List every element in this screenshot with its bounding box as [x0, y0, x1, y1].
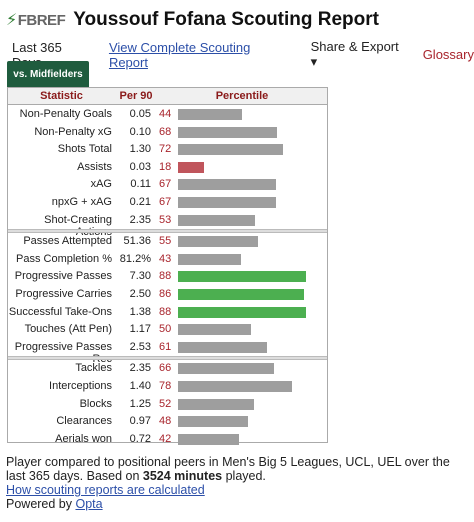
percentile-bar	[178, 144, 283, 155]
per90-value: 0.05	[129, 108, 151, 120]
percentile-value: 43	[159, 252, 172, 265]
percentile-bar	[178, 289, 304, 300]
stat-name: Assists	[77, 160, 112, 173]
percentile-bar	[178, 109, 242, 120]
comparison-text-end: played.	[222, 469, 266, 483]
stat-name: Touches (Att Pen)	[24, 323, 112, 336]
scouting-table	[7, 87, 328, 443]
percentile-value: 18	[159, 160, 172, 173]
page-header	[6, 8, 379, 32]
stat-name: Successful Take-Ons	[8, 305, 112, 318]
percentile-bar	[178, 162, 204, 173]
per90-value: 2.35	[129, 362, 151, 375]
percentile-value: 61	[159, 340, 172, 353]
table-row	[8, 413, 327, 431]
table-row	[8, 194, 327, 212]
table-header	[8, 88, 327, 105]
percentile-bar	[178, 254, 241, 265]
percentile-value: 55	[159, 235, 172, 248]
powered-by-row	[6, 497, 466, 511]
stat-name: Shot-Creating	[44, 213, 112, 226]
comparison-note	[6, 455, 466, 483]
percentile-bar	[178, 381, 292, 392]
period-label: Last 365	[12, 39, 62, 55]
table-row	[8, 396, 327, 414]
per90-value: 0.11	[130, 178, 151, 191]
table-row	[8, 141, 327, 159]
percentile-value: 78	[159, 380, 172, 392]
powered-by-label: Powered by	[6, 497, 76, 511]
glossary-link[interactable]: Glossary	[422, 47, 474, 62]
percentile-bar	[178, 399, 254, 410]
stat-name: Passes Attempted	[23, 235, 112, 248]
percentile-bar	[178, 434, 239, 445]
per90-value: 81.2%	[119, 252, 151, 265]
percentile-value: 66	[159, 362, 172, 375]
how-calculated-link[interactable]: How scouting reports are calculated	[6, 483, 205, 497]
stat-name: Non-Penalty Goals	[19, 108, 112, 120]
table-row	[8, 106, 327, 124]
percentile-value: 68	[159, 125, 172, 138]
percentile-value: 44	[159, 108, 172, 120]
stat-name: Progressive Passes	[14, 270, 112, 283]
table-row	[8, 321, 327, 339]
comparison-text: Player compared to positional peers in Men's Big 5 Leagues, UCL, UEL over the last 365 days. Based on	[6, 455, 450, 483]
percentile-bar	[178, 179, 276, 190]
percentile-bar	[178, 236, 258, 247]
table-row	[8, 339, 327, 357]
stat-name: Shots Total	[57, 143, 112, 156]
per90-value: 2.50	[129, 288, 151, 300]
table-row	[8, 159, 327, 177]
column-header-per90[interactable]: Per 90	[119, 90, 153, 102]
percentile-value: 53	[159, 213, 172, 226]
table-row	[8, 360, 327, 378]
table-row	[8, 378, 327, 396]
per90-value: 1.25	[129, 397, 151, 410]
percentile-value: 88	[159, 270, 172, 283]
table-row	[8, 304, 327, 322]
lightning-icon: ⚡	[6, 12, 17, 29]
percentile-value: 52	[159, 397, 172, 410]
table-row	[8, 233, 327, 251]
percentile-bar	[178, 307, 306, 318]
percentile-bar	[178, 416, 248, 427]
percentile-bar	[178, 342, 267, 353]
percentile-bar	[178, 197, 276, 208]
share-export-menu[interactable]: Share & Export ▾	[310, 39, 399, 69]
tab-vs-midfielders[interactable]: vs. Midfielders	[7, 61, 89, 87]
per90-value: 1.30	[129, 143, 151, 156]
percentile-bar	[178, 363, 274, 374]
per90-value: 1.40	[129, 380, 151, 392]
per90-value: 0.21	[129, 196, 151, 208]
table-row	[8, 212, 327, 230]
page-title: Youssouf Fofana Scouting Report	[73, 9, 379, 30]
per90-value: 7.30	[129, 270, 151, 283]
how-calculated-row	[6, 483, 466, 497]
per90-value: 2.53	[129, 340, 151, 353]
stat-name: Pass Completion %	[16, 252, 112, 265]
table-row	[8, 431, 327, 449]
column-header-percentile[interactable]: Percentile	[215, 90, 269, 102]
percentile-bar	[178, 127, 277, 138]
percentile-bar	[178, 271, 306, 282]
per90-value: 0.72	[129, 432, 151, 445]
percentile-value: 48	[159, 415, 172, 428]
report-footer	[6, 455, 466, 511]
column-header-statistic[interactable]: Statistic	[40, 90, 83, 102]
percentile-value: 50	[159, 323, 172, 336]
table-row	[8, 176, 327, 194]
stat-name: Clearances	[56, 415, 112, 428]
stat-name: Blocks	[79, 397, 112, 410]
percentile-value: 42	[159, 432, 172, 445]
logo-text: FBREF	[17, 11, 66, 29]
stat-name: Interceptions	[49, 380, 112, 392]
stat-name: xAG	[90, 178, 112, 191]
fbref-logo[interactable]	[6, 10, 65, 30]
stat-name: Tackles	[75, 362, 112, 375]
per90-value: 0.03	[129, 160, 151, 173]
stat-name: Progressive Carries	[15, 288, 112, 300]
table-row	[8, 268, 327, 286]
percentile-bar	[178, 215, 255, 226]
per90-value: 51.36	[123, 235, 151, 248]
stat-name: Progressive Passes	[14, 340, 112, 353]
table-row	[8, 124, 327, 142]
per90-value: 0.97	[129, 415, 151, 428]
opta-link[interactable]: Opta	[75, 497, 103, 511]
per90-value: 2.35	[129, 213, 151, 226]
per90-value: 0.10	[129, 125, 151, 138]
table-row	[8, 286, 327, 304]
percentile-value: 67	[159, 178, 172, 191]
per90-value: 1.38	[129, 305, 151, 318]
minutes-played: 3524 minutes	[142, 469, 223, 483]
percentile-value: 72	[159, 143, 172, 156]
stat-name: Non-Penalty xG	[34, 125, 112, 138]
per90-value: 1.17	[129, 323, 151, 336]
percentile-value: 88	[159, 305, 172, 318]
stat-name: npxG + xAG	[51, 196, 112, 208]
percentile-bar	[178, 324, 251, 335]
complete-report-link[interactable]: View Complete Scouting Report	[108, 39, 251, 70]
stat-name: Aerials won	[55, 432, 112, 445]
percentile-value: 86	[159, 288, 172, 300]
percentile-value: 67	[159, 196, 172, 208]
table-row	[8, 251, 327, 269]
